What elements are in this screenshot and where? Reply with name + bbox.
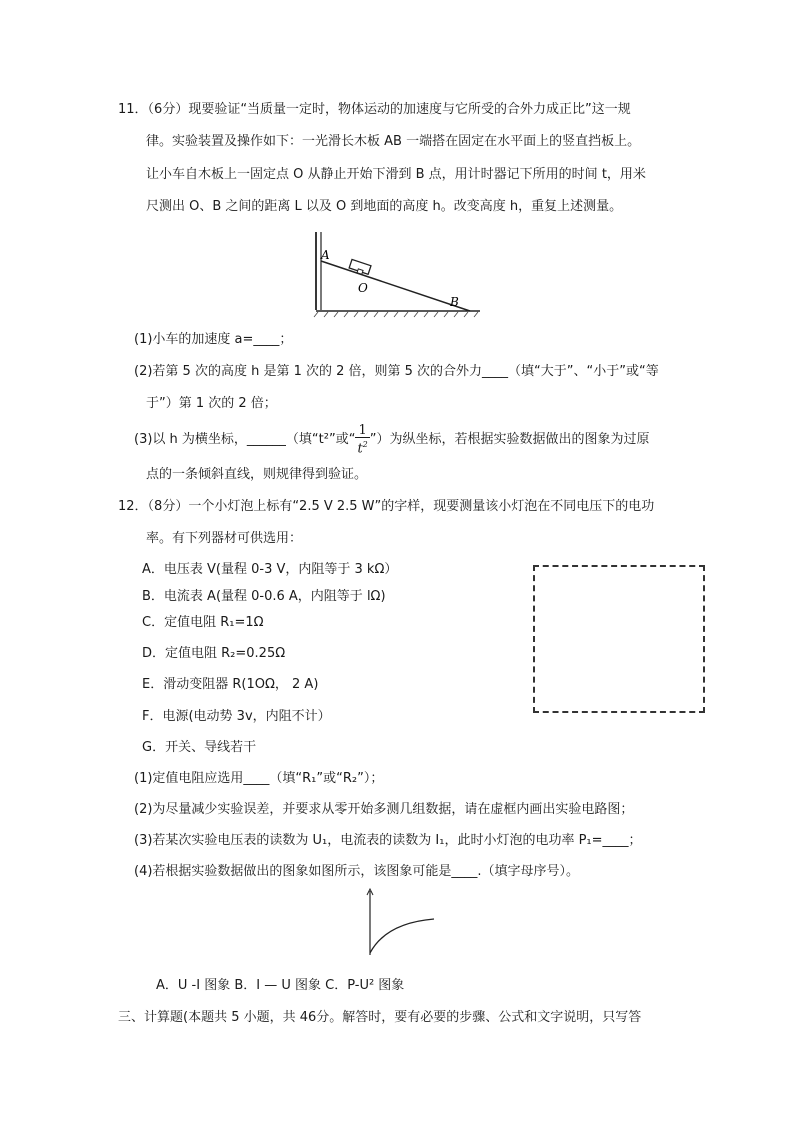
cart-icon bbox=[349, 259, 371, 276]
graph-curve bbox=[370, 919, 434, 953]
q12-line-2: 率。有下列器材可供选用： bbox=[146, 531, 303, 546]
option-g: G．开关、导线若干 bbox=[142, 740, 257, 755]
label-b: B bbox=[450, 295, 459, 309]
curve-graph bbox=[360, 885, 450, 960]
q11-line-2: 律。实验装置及操作如下：一光滑长木板 AB 一端搭在固定在水平面上的竖直挡板上。 bbox=[146, 134, 641, 149]
q11-line-4: 尺测出 O、B 之间的距离 L 以及 O 到地面的高度 h。改变高度 h，重复上述测量。 bbox=[146, 199, 623, 214]
option-e: E．滑动变阻器 R(1OΩ， 2 A) bbox=[142, 677, 319, 692]
option-a: A．电压表 V(量程 0-3 V，内阻等于 3 kΩ） bbox=[142, 562, 398, 577]
one-over-t-squared bbox=[355, 424, 369, 455]
q11-sub3-line-1 bbox=[134, 424, 650, 456]
frac-denominator bbox=[355, 438, 369, 455]
q12-line-1: 12．（8分）一个小灯泡上标有“2.5 V 2.5 W”的字样，现要测量该小灯泡在不同电压下的电功 bbox=[118, 499, 655, 514]
frac-den-exp: 2 bbox=[362, 440, 368, 449]
option-c: C．定值电阻 R₁=1Ω bbox=[142, 615, 264, 630]
option-f: F．电源(电动势 3v，内阻不计） bbox=[142, 709, 331, 724]
q11-sub3-post: ”）为纵坐标，若根据实验数据做出的图象为过原 bbox=[369, 432, 650, 448]
q12-sub3: (3)若某次实验电压表的读数为 U₁，电流表的读数为 I₁，此时小灯泡的电功率 P₁=____； bbox=[134, 833, 642, 848]
q12-sub1: (1)定值电阻应选用____（填“R₁”或“R₂”）； bbox=[134, 771, 384, 786]
q12-sub4: (4)若根据实验数据做出的图象如图所示，该图象可能是____.（填字母序号）。 bbox=[134, 864, 580, 879]
circuit-drawing-box[interactable] bbox=[533, 565, 705, 713]
q11-sub3-pre: (3)以 h 为横坐标，______（填“t²”或“ bbox=[134, 432, 356, 448]
inclined-board bbox=[321, 261, 470, 311]
graph-options: A．U -I 图象 B．I — U 图象 C．P-U² 图象 bbox=[156, 978, 405, 993]
option-d: D．定值电阻 R₂=0.25Ω bbox=[142, 646, 286, 661]
q11-line-1: 11．（6分）现要验证“当质量一定时，物体运动的加速度与它所受的合外力成正比”这一规 bbox=[118, 102, 631, 117]
q11-sub2-line-2: 于”）第 1 次的 2 倍； bbox=[146, 396, 277, 411]
q11-sub3-line-2: 点的一条倾斜直线，则规律得到验证。 bbox=[146, 467, 368, 482]
label-o: O bbox=[358, 281, 368, 295]
q11-line-3: 让小车自木板上一固定点 O 从静止开始下滑到 B 点，用计时器记下所用的时间 t，用米 bbox=[146, 167, 646, 182]
incline-figure bbox=[308, 228, 488, 318]
q11-sub2-line-1: (2)若第 5 次的高度 h 是第 1 次的 2 倍，则第 5 次的合外力____（填“大于”、“小于”或“等 bbox=[134, 364, 659, 379]
q11-sub1: (1)小车的加速度 a=____； bbox=[134, 332, 293, 347]
option-b: B．电流表 A(量程 0-0.6 A，内阻等于 lΩ) bbox=[142, 589, 386, 604]
frac-numerator: 1 bbox=[355, 424, 369, 438]
label-a: A bbox=[321, 248, 330, 262]
frac-den-var: t bbox=[357, 441, 363, 457]
q12-sub2: (2)为尽量减少实验误差，并要求从零开始多测几组数据，请在虚框内画出实验电路图； bbox=[134, 802, 634, 817]
section-3-heading: 三、计算题(本题共 5 小题，共 46分。解答时，要有必要的步骤、公式和文字说明，只写答 bbox=[118, 1010, 642, 1025]
ground-hatching bbox=[314, 312, 478, 317]
